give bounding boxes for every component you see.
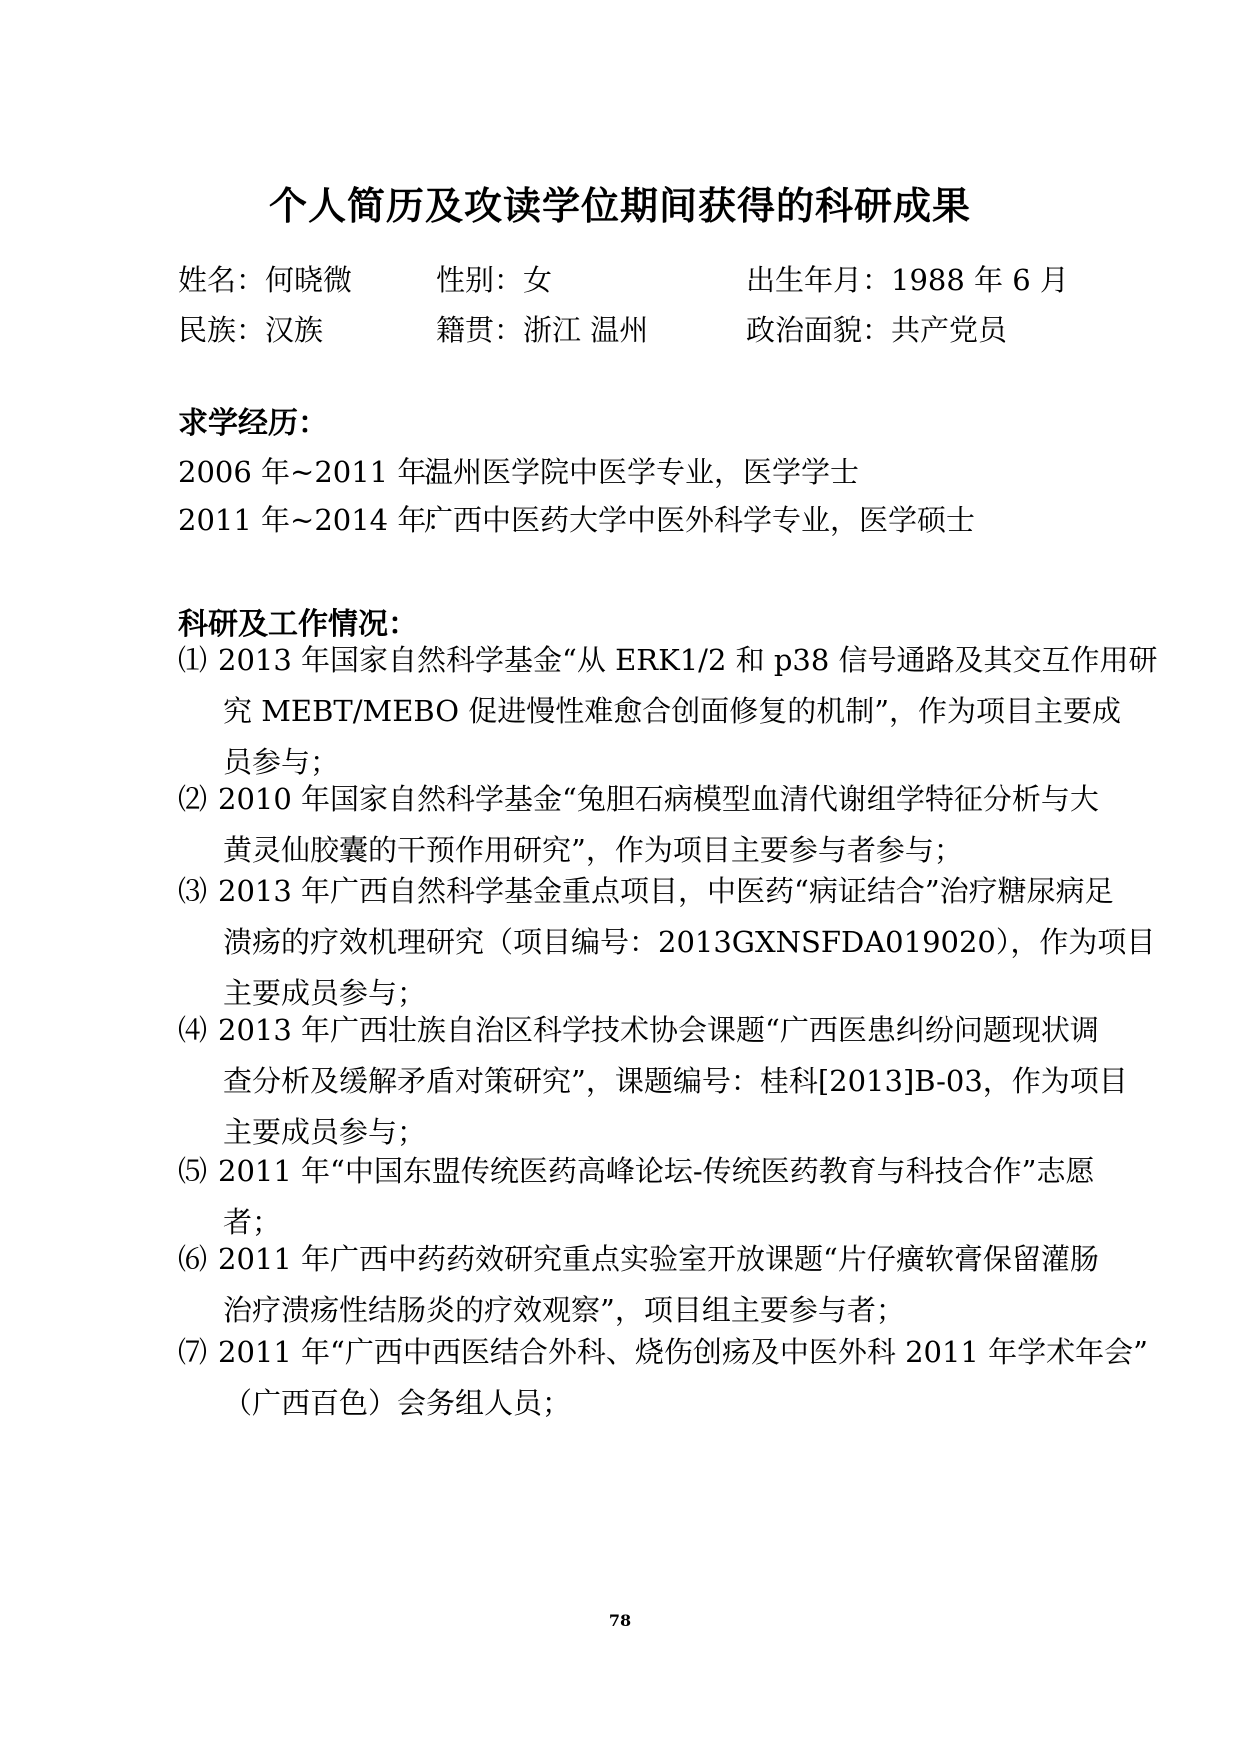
item-number-marker: ⑵ xyxy=(178,782,208,816)
research-item-line: 2011 年“广西中西医结合外科、烧伤创疡及中医外科 2011 年学术年会” xyxy=(218,1335,1148,1369)
research-item-line: 员参与； xyxy=(223,745,340,779)
research-item-line: 2013 年国家自然科学基金“从 ERK1/2 和 p38 信号通路及其交互作用研 xyxy=(218,643,1158,677)
research-item-line: 治疗溃疡性结肠炎的疗效观察”，项目组主要参与者； xyxy=(223,1293,905,1327)
education-heading: 求学经历： xyxy=(178,406,328,441)
research-item xyxy=(178,1234,1099,1336)
research-item xyxy=(178,635,1158,788)
research-item-line: 主要成员参与； xyxy=(223,1115,427,1149)
research-item xyxy=(178,1005,1128,1158)
research-item-line: 者； xyxy=(223,1205,282,1239)
page-title: 个人简历及攻读学位期间获得的科研成果 xyxy=(268,184,971,228)
research-item xyxy=(178,866,1156,1019)
research-item-line: 2011 年广西中药药效研究重点实验室开放课题“片仔癀软膏保留灌肠 xyxy=(218,1242,1099,1276)
research-item-line: 2010 年国家自然科学基金“兔胆石病模型血清代谢组学特征分析与大 xyxy=(218,782,1099,816)
birth-field: 出生年月：1988 年 6 月 xyxy=(746,263,1069,297)
research-item xyxy=(178,1327,1148,1429)
research-item-line: 究 MEBT/MEBO 促进慢性难愈合创面修复的机制”，作为项目主要成 xyxy=(223,694,1122,728)
research-item-line: 2013 年广西自然科学基金重点项目，中医药“病证结合”治疗糖尿病足 xyxy=(218,874,1114,908)
item-number-marker: ⑹ xyxy=(178,1242,208,1276)
research-item-line: 2013 年广西壮族自治区科学技术协会课题“广西医患纠纷问题现状调 xyxy=(218,1013,1099,1047)
education-description: 温州医学院中医学专业，医学学士 xyxy=(424,455,860,489)
item-number-marker: ⑺ xyxy=(178,1335,208,1369)
research-item-line: 查分析及缓解矛盾对策研究”，课题编号：桂科[2013]B-03，作为项目 xyxy=(223,1064,1128,1098)
ethnicity-field: 民族：汉族 xyxy=(178,313,324,347)
item-number-marker: ⑸ xyxy=(178,1154,208,1188)
native-place-field: 籍贯：浙江 温州 xyxy=(436,313,649,347)
gender-field: 性别：女 xyxy=(436,263,553,297)
research-item xyxy=(178,1146,1093,1248)
education-period: 2006 年~2011 年： xyxy=(178,455,456,489)
research-item xyxy=(178,774,1099,876)
research-item-line: 2011 年“中国东盟传统医药高峰论坛-传统医药教育与科技合作”志愿 xyxy=(218,1154,1095,1188)
research-item-line: 主要成员参与； xyxy=(223,976,427,1010)
research-item-line: 溃疡的疗效机理研究（项目编号：2013GXNSFDA019020），作为项目 xyxy=(223,925,1156,959)
name-field: 姓名：何晓微 xyxy=(178,263,353,297)
item-number-marker: ⑷ xyxy=(178,1013,208,1047)
political-status-field: 政治面貌：共产党员 xyxy=(746,313,1008,347)
research-item-line: 黄灵仙胶囊的干预作用研究”，作为项目主要参与者参与； xyxy=(223,833,963,867)
research-item-line: （广西百色）会务组人员； xyxy=(223,1386,572,1420)
item-number-marker: ⑴ xyxy=(178,643,208,677)
education-description: 广西中医药大学中医外科学专业，医学硕士 xyxy=(424,503,976,537)
research-heading: 科研及工作情况： xyxy=(178,607,418,642)
item-number-marker: ⑶ xyxy=(178,874,208,908)
education-period: 2011 年~2014 年： xyxy=(178,503,456,537)
page-number: 78 xyxy=(608,1611,632,1630)
